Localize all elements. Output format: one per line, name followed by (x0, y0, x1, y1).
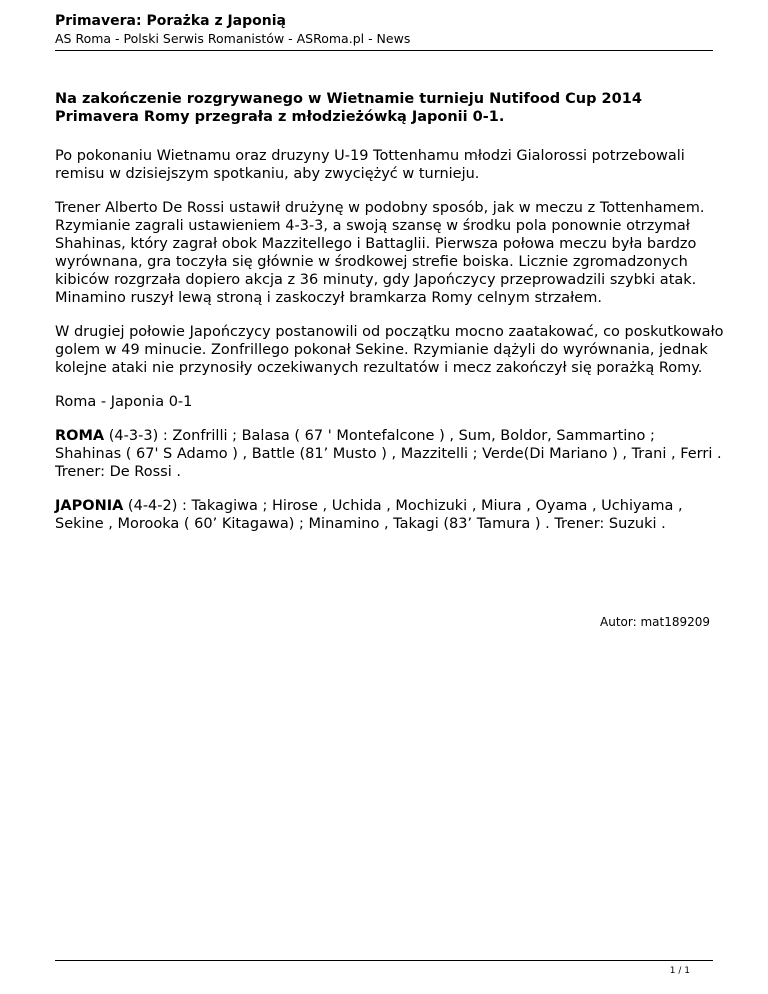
article-paragraph-1: Po pokonaniu Wietnamu oraz druzyny U-19 Tottenhamu młodzi Gialorossi potrzebowali remisu w dzisiejszym spotkaniu, aby zwyciężyć w turnieju. (55, 148, 685, 182)
roma-lineup-text: (4-3-3) : Zonfrilli ; Balasa ( 67 ' Montefalcone ) , Sum, Boldor, Sammartino ; Shahinas ( 67' S Adamo ) , Battle (81’ Musto ) , Mazzitelli ; Verde(Di Mariano ) , Trani , Ferri . Trener: De Rossi . (55, 428, 722, 480)
article-lead: Na zakończenie rozgrywanego w Wietnamie turnieju Nutifood Cup 2014 Primavera Romy przegrała z młodzieżówką Japonii 0-1. (55, 91, 642, 125)
article-paragraph-2: Trener Alberto De Rossi ustawił drużynę w podobny sposób, jak w meczu z Tottenhamem. Rzymianie zagrali ustawieniem 4-3-3, a swoją szansę w środku pola ponownie otrzymał Shahinas, który zagrał obok Mazzitellego i Battaglii. Pierwsza połowa meczu była bardzo wyrównana, gra toczyła się głównie w środkowej strefie boiska. Licznie zgromadzonych kibiców rozgrzała dopiero akcja z 36 minuty, gdy Japończycy przeprowadzili szybki atak. Minamino ruszył lewą stroną i zaskoczył bramkarza Romy celnym strzałem. (55, 200, 705, 306)
japan-team-name: JAPONIA (55, 498, 124, 514)
roma-lineup (55, 427, 725, 481)
match-score: Roma - Japonia 0-1 (55, 394, 193, 410)
japan-lineup-text: (4-4-2) : Takagiwa ; Hirose , Uchida , Mochizuki , Miura , Oyama , Uchiyama , Sekine , Morooka ( 60’ Kitagawa) ; Minamino , Takagi (83’ Tamura ) . Trener: Suzuki . (55, 498, 683, 532)
header-divider (55, 50, 713, 51)
document-title: Primavera: Porażka z Japonią (55, 13, 286, 29)
article-body (55, 90, 725, 549)
article-paragraph-3: W drugiej połowie Japończycy postanowili od początku mocno zaatakować, co poskutkowało golem w 49 minucie. Zonfrillego pokonał Sekine. Rzymianie dążyli do wyrównania, jednak kolejne ataki nie przynosiły oczekiwanych rezultatów i mecz zakończył się porażką Romy. (55, 324, 724, 376)
document-header (55, 12, 713, 48)
roma-team-name: ROMA (55, 428, 105, 444)
footer-divider (55, 960, 713, 961)
article-author: Autor: mat189209 (600, 615, 710, 629)
japan-lineup (55, 497, 725, 533)
site-name: AS Roma - Polski Serwis Romanistów - ASRoma.pl - News (55, 31, 411, 46)
page-number: 1 / 1 (669, 966, 690, 976)
